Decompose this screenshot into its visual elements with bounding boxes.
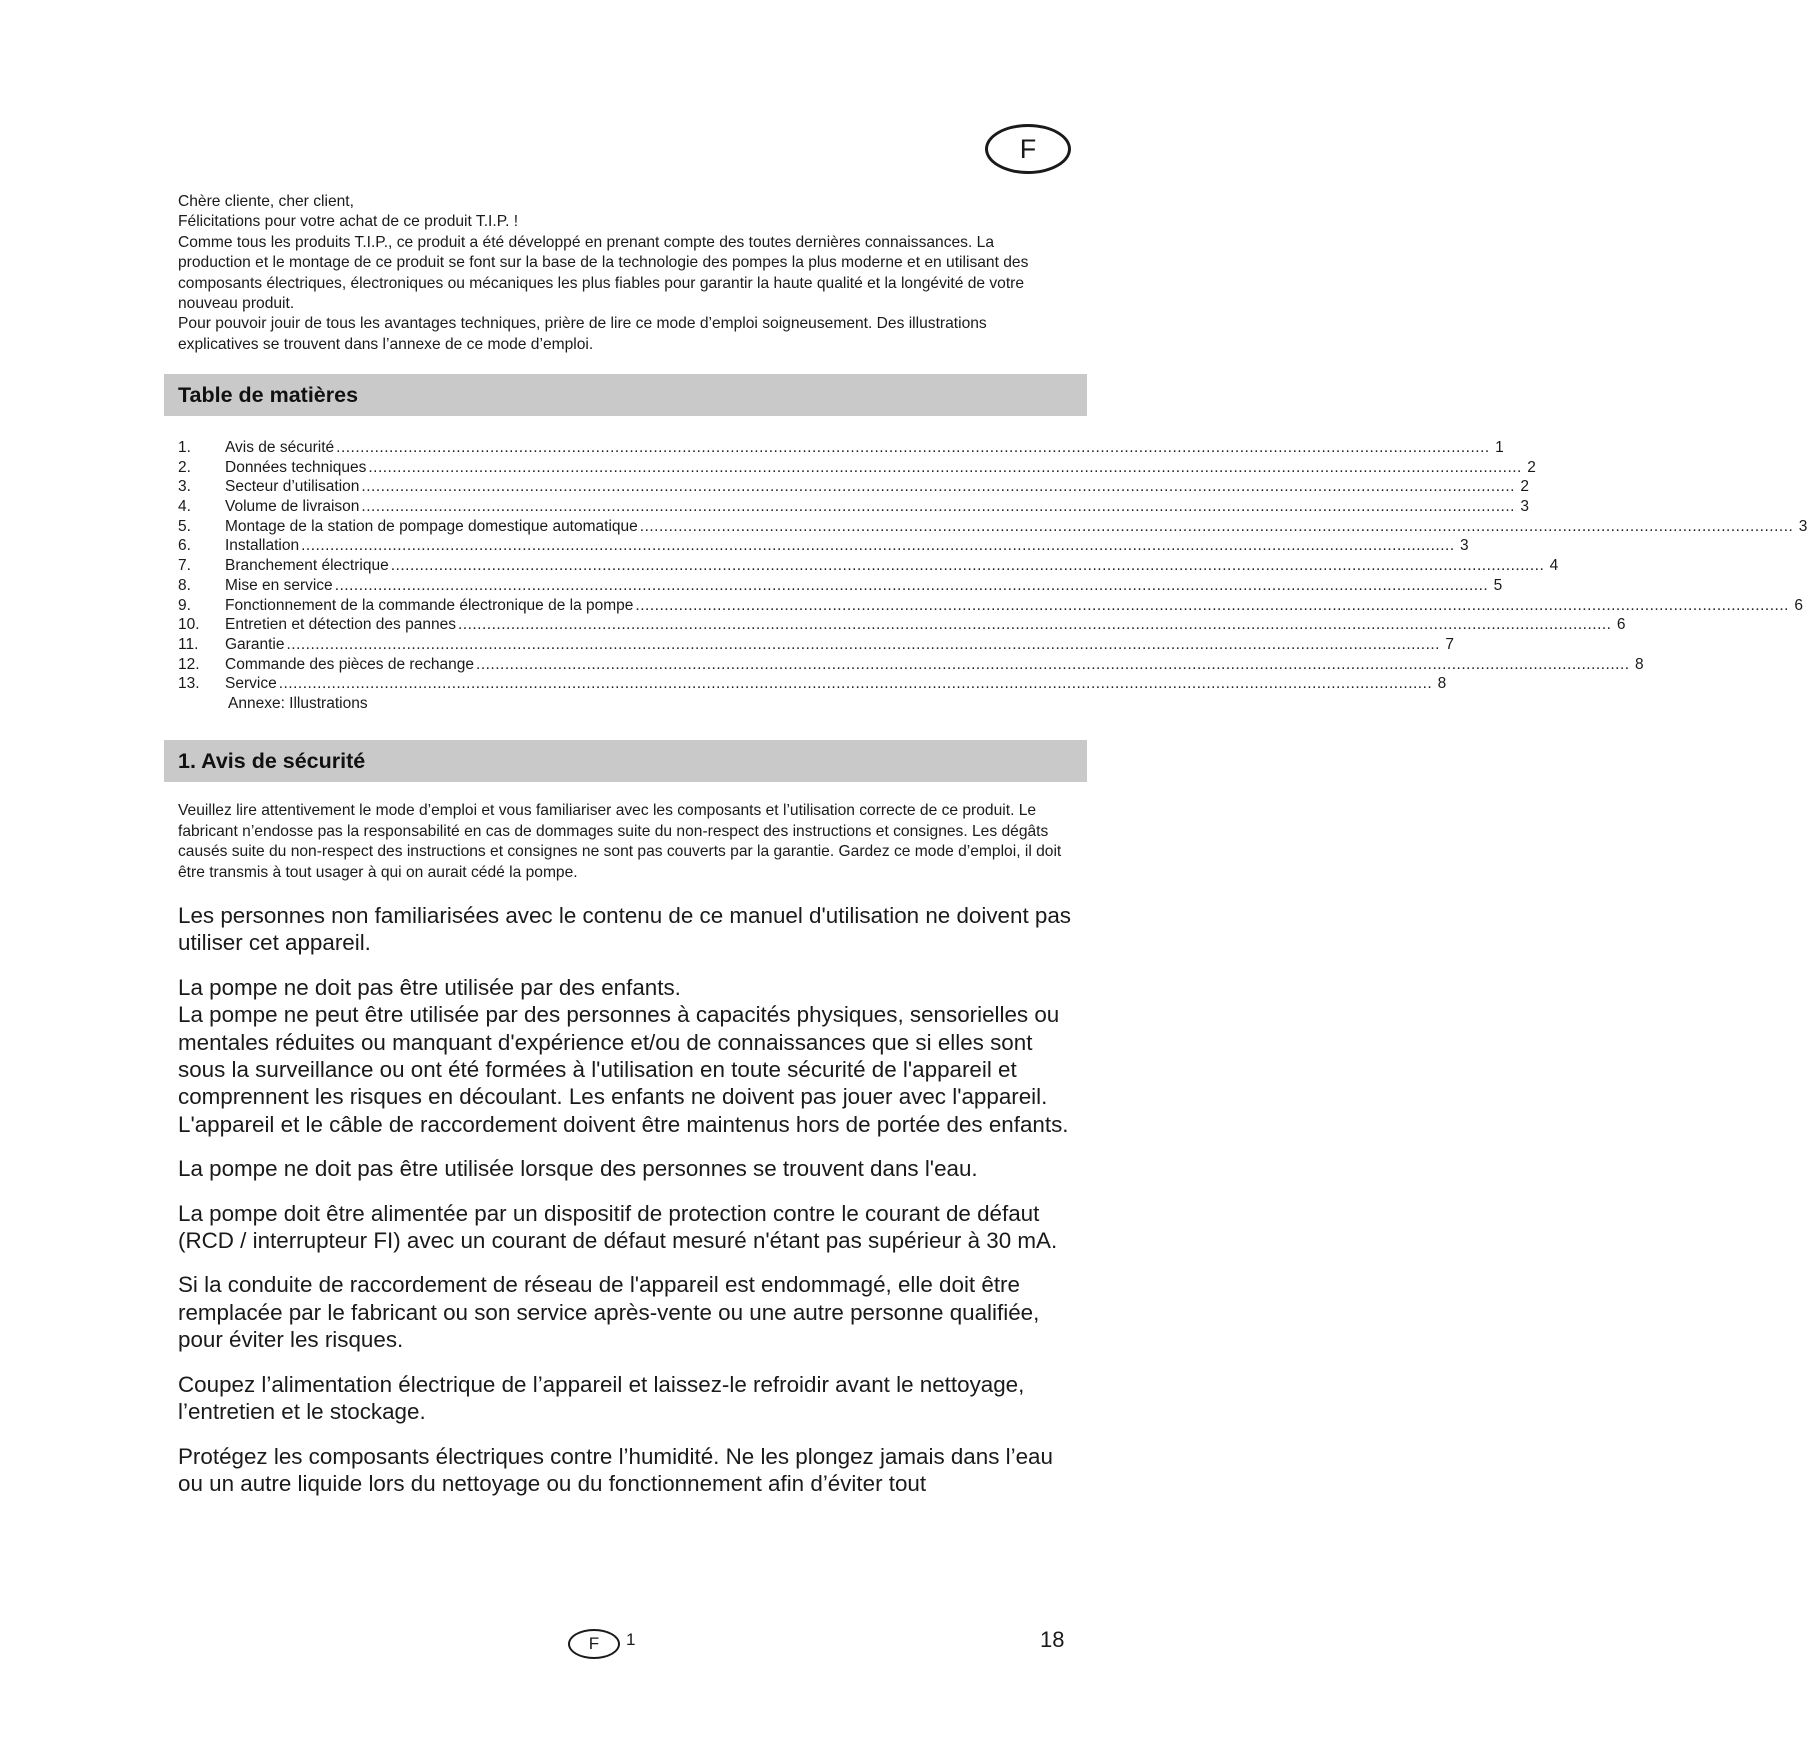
table-of-contents [178, 438, 1807, 714]
toc-item-number: 8. [178, 576, 191, 594]
safety-paragraph: Si la conduite de raccordement de réseau de l'appareil est endommagé, elle doit être remplacée par le fabricant ou son service après-vente ou une autre personne qualifiée, pour éviter les risques. [178, 1272, 1040, 1353]
safety-paragraph [178, 974, 1078, 1138]
footer-section-page: 1 [626, 1630, 636, 1649]
safety-paragraph: Protégez les composants électriques contre l’humidité. Ne les plongez jamais dans l’eau ou un autre liquide lors du nettoyage ou du fonctionnement afin d’éviter tout [178, 1443, 1053, 1496]
toc-item [178, 615, 1626, 635]
toc-heading: Table de matières [164, 374, 1087, 416]
toc-leader-dots: ................................................................................................................................................................................................................................................ [368, 458, 1522, 476]
toc-leader-dots: ................................................................................................................................................................................................................................................ [639, 517, 1794, 535]
toc-leader-dots: ................................................................................................................................................................................................................................................ [635, 596, 1789, 614]
toc-leader-dots: ................................................................................................................................................................................................................................................ [278, 675, 1433, 693]
toc-item-number: 10. [178, 616, 200, 634]
toc-leader-dots: ................................................................................................................................................................................................................................................ [476, 655, 1630, 673]
toc-item-number: 12. [178, 655, 200, 673]
safety-paragraph: Coupez l’alimentation électrique de l’appareil et laissez-le refroidir avant le nettoyage, l’entretien et le stockage. [178, 1371, 1025, 1425]
toc-leader-dots: ................................................................................................................................................................................................................................................ [336, 439, 1490, 456]
toc-item-page: 3 [1798, 517, 1807, 535]
toc-item [178, 497, 1529, 517]
toc-item-number: 3. [178, 478, 191, 496]
toc-leader-dots: ................................................................................................................................................................................................................................................ [457, 616, 1612, 634]
toc-item-page: 4 [1549, 557, 1559, 575]
intro-line: Chère cliente, cher client, [178, 193, 354, 210]
safety-paragraphs [178, 902, 1078, 1514]
toc-leader-dots: ................................................................................................................................................................................................................................................ [390, 557, 1545, 575]
toc-leader-dots: ................................................................................................................................................................................................................................................ [286, 635, 1440, 653]
safety-intro: Veuillez lire attentivement le mode d’emploi et vous familiariser avec les composants et l’utilisation correcte de ce produit. Le fabricant n’endosse pas la responsabilité en cas de dommages suite du non-respect des instructions et consignes. Les dégâts causés suite du non-respect des instructions et consignes ne sont pas couverts par la garantie. Gardez ce mode d’emploi, il doit être transmis à tout usager à qui on aurait cédé la pompe. [178, 802, 1062, 881]
safety-paragraph: Les personnes non familiarisées avec le contenu de ce manuel d'utilisation ne doivent pas utiliser cet appareil. [178, 903, 1071, 956]
intro-line: Pour pouvoir jouir de tous les avantages techniques, prière de lire ce mode d’emploi soigneusement. Des illustrations explicatives se trouvent dans l’annexe de ce mode d’emploi. [178, 315, 987, 353]
toc-item-title: Installation [225, 537, 300, 555]
footer-language-badge: F [568, 1629, 620, 1659]
toc-item-number: 4. [178, 498, 191, 516]
toc-item [178, 477, 1529, 497]
toc-item [178, 517, 1807, 537]
toc-item-number: 11. [178, 635, 199, 653]
safety-heading: 1. Avis de sécurité [164, 740, 1087, 782]
toc-item-number: 9. [178, 596, 191, 614]
toc-item-title: Données techniques [225, 458, 367, 476]
toc-item-page: 7 [1445, 635, 1454, 653]
toc-leader-dots: ................................................................................................................................................................................................................................................ [361, 478, 1515, 496]
safety-paragraph-line: La pompe ne doit pas être utilisée par des enfants. [178, 974, 681, 1000]
intro-line: Félicitations pour votre achat de ce produit T.I.P. ! [178, 213, 519, 231]
toc-item-page: 2 [1520, 478, 1529, 496]
toc-item-number: 2. [178, 458, 191, 476]
toc-item-title: Service [225, 675, 277, 693]
toc-item-number: 13. [178, 675, 200, 693]
safety-paragraph: La pompe doit être alimentée par un dispositif de protection contre le courant de défaut (RCD / interrupteur FI) avec un courant de défaut mesuré n'étant pas supérieur à 30 mA. [178, 1200, 1058, 1254]
toc-item-title: Fonctionnement de la commande électronique de la pompe [225, 596, 634, 614]
toc-item-page: 3 [1520, 498, 1529, 516]
toc-item [178, 674, 1447, 694]
toc-item-title: Montage de la station de pompage domestique automatique [225, 517, 638, 535]
toc-item [178, 635, 1454, 655]
toc-item [178, 655, 1644, 675]
toc-item-title: Commande des pièces de rechange [225, 655, 475, 673]
toc-item-title: Volume de livraison [225, 498, 360, 516]
toc-item-number: 1. [178, 439, 191, 456]
toc-item-title: Secteur d’utilisation [225, 478, 360, 496]
toc-item-page: 1 [1495, 439, 1504, 456]
toc-item-number: 6. [178, 537, 191, 555]
intro-text [178, 192, 1068, 355]
safety-paragraph-line: La pompe ne peut être utilisée par des personnes à capacités physiques, sensorielles ou mentales réduites ou manquant d'expérience et/ou de connaissances que si elles sont sous la surveillance ou ont été formées à l'utilisation en toute sécurité de l'appareil et comprennent les risques en découlant. Les enfants ne doivent pas jouer avec l'appareil. L'appareil et le câble de raccordement doivent être maintenus hors de portée des enfants. [178, 1002, 1069, 1137]
toc-item-title: Mise en service [225, 576, 333, 594]
toc-item-title: Avis de sécurité [225, 439, 335, 456]
toc-item [178, 458, 1536, 478]
toc-leader-dots: ................................................................................................................................................................................................................................................ [361, 498, 1515, 516]
intro-line: Comme tous les produits T.I.P., ce produit a été développé en prenant compte des toutes dernières connaissances. La production et le montage de ce produit se font sur la base de la technologie des pompes la plus moderne et en utilisant des composants électriques, électroniques ou mécaniques les plus fiables pour garantir la haute qualité et la longévité de votre nouveau produit. [178, 233, 1029, 313]
language-badge: F [985, 124, 1071, 174]
toc-leader-dots: ................................................................................................................................................................................................................................................ [334, 576, 1489, 594]
toc-item-title: Garantie [225, 635, 285, 653]
toc-item [178, 438, 1504, 458]
toc-item-page: 6 [1794, 596, 1803, 614]
toc-item-page: 5 [1493, 576, 1503, 594]
toc-item-page: 2 [1527, 458, 1536, 476]
toc-item-page: 3 [1460, 537, 1469, 555]
page-number: 18 [1040, 1627, 1065, 1652]
toc-item-page: 8 [1634, 655, 1644, 673]
toc-item-page: 8 [1437, 675, 1447, 693]
safety-paragraph: La pompe ne doit pas être utilisée lorsque des personnes se trouvent dans l'eau. [178, 1156, 978, 1182]
toc-annex: Annexe: Illustrations [228, 694, 368, 712]
toc-item-title: Entretien et détection des pannes [225, 616, 456, 634]
toc-item-title: Branchement électrique [225, 557, 389, 575]
toc-leader-dots: ................................................................................................................................................................................................................................................ [301, 537, 1455, 555]
toc-item [178, 556, 1559, 576]
toc-item-page: 6 [1616, 616, 1626, 634]
toc-item [178, 596, 1803, 616]
toc-item [178, 536, 1469, 556]
toc-item-number: 7. [178, 557, 191, 575]
toc-item [178, 576, 1503, 596]
toc-item-number: 5. [178, 517, 191, 535]
